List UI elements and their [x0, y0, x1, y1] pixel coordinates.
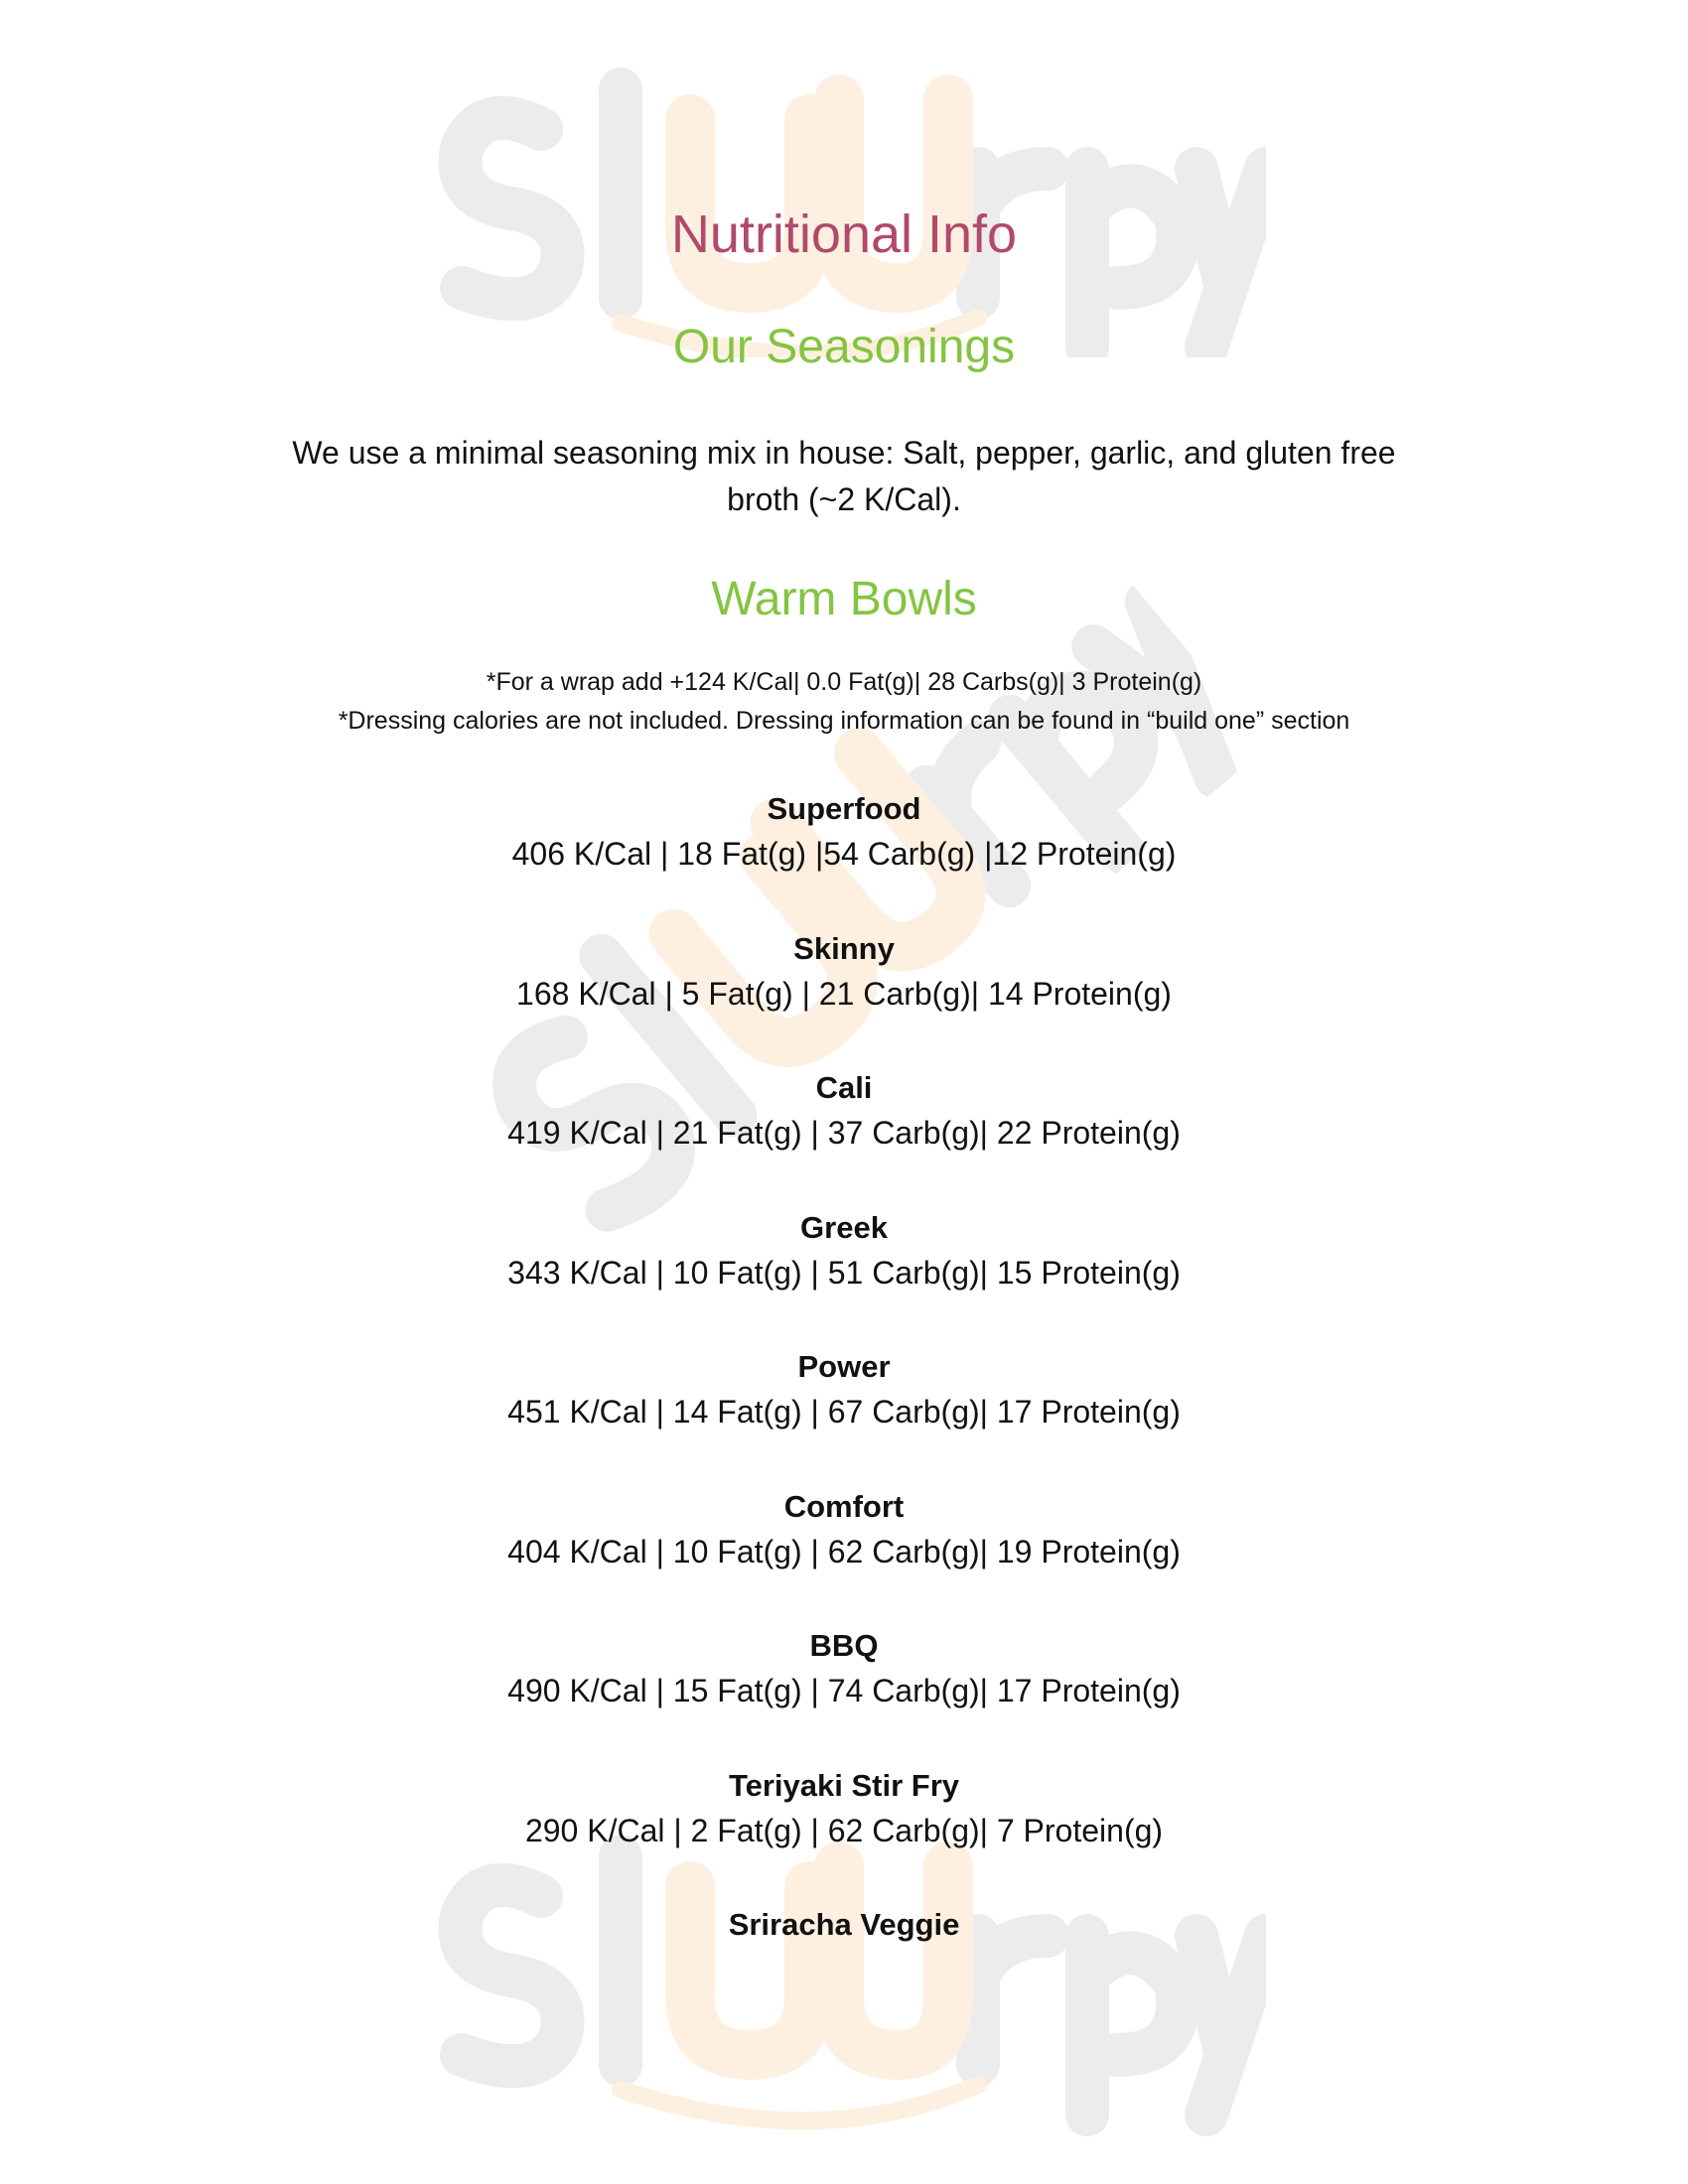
bowl-name: Greek	[800, 1209, 888, 1245]
bowl-name: BBQ	[809, 1628, 879, 1663]
bowl-name: Superfood	[767, 791, 921, 826]
watermark-logo-bottom	[422, 1827, 1266, 2144]
bowl-name: Sriracha Veggie	[728, 1907, 960, 1942]
seasonings-heading: Our Seasonings	[672, 321, 1016, 373]
seasonings-text-line1: We use a minimal seasoning mix in house: Salt, pepper, garlic, and gluten free	[292, 435, 1396, 471]
bowl-nutrition-values: 168 K/Cal | 5 Fat(g) | 21 Carb(g)| 14 Protein(g)	[516, 975, 1172, 1012]
wrap-note: *For a wrap add +124 K/Cal| 0.0 Fat(g)| 28 Carbs(g)| 3 Protein(g)	[486, 668, 1202, 696]
bowl-nutrition-values: 406 K/Cal | 18 Fat(g) |54 Carb(g) |12 Protein(g)	[511, 836, 1177, 872]
bowl-name: Teriyaki Stir Fry	[728, 1767, 960, 1803]
dressing-note: *Dressing calories are not included. Dressing information can be found in “build one” section	[338, 707, 1350, 735]
bowl-nutrition-values: 490 K/Cal | 15 Fat(g) | 74 Carb(g)| 17 Protein(g)	[507, 1673, 1181, 1708]
seasonings-text-line2: broth (~2 K/Cal).	[727, 481, 961, 517]
bowl-nutrition-values: 419 K/Cal | 21 Fat(g) | 37 Carb(g)| 22 Protein(g)	[507, 1115, 1181, 1151]
bowl-name: Comfort	[783, 1488, 905, 1524]
watermark-logo-middle	[430, 518, 1268, 1289]
warm-bowls-heading: Warm Bowls	[711, 573, 977, 625]
bowl-nutrition-values: 404 K/Cal | 10 Fat(g) | 62 Carb(g)| 19 Protein(g)	[507, 1533, 1181, 1570]
bowl-name: Skinny	[793, 930, 895, 966]
bowl-name: Cali	[815, 1070, 873, 1105]
bowl-name: Power	[797, 1349, 891, 1384]
page-title: Nutritional Info	[670, 205, 1018, 264]
bowl-nutrition-values: 451 K/Cal | 14 Fat(g) | 67 Carb(g)| 17 Protein(g)	[507, 1394, 1181, 1430]
bowl-nutrition-values: 290 K/Cal | 2 Fat(g) | 62 Carb(g)| 7 Protein(g)	[524, 1812, 1164, 1848]
seasonings-text	[0, 430, 1688, 523]
bowl-nutrition-values: 343 K/Cal | 10 Fat(g) | 51 Carb(g)| 15 Protein(g)	[507, 1254, 1181, 1291]
